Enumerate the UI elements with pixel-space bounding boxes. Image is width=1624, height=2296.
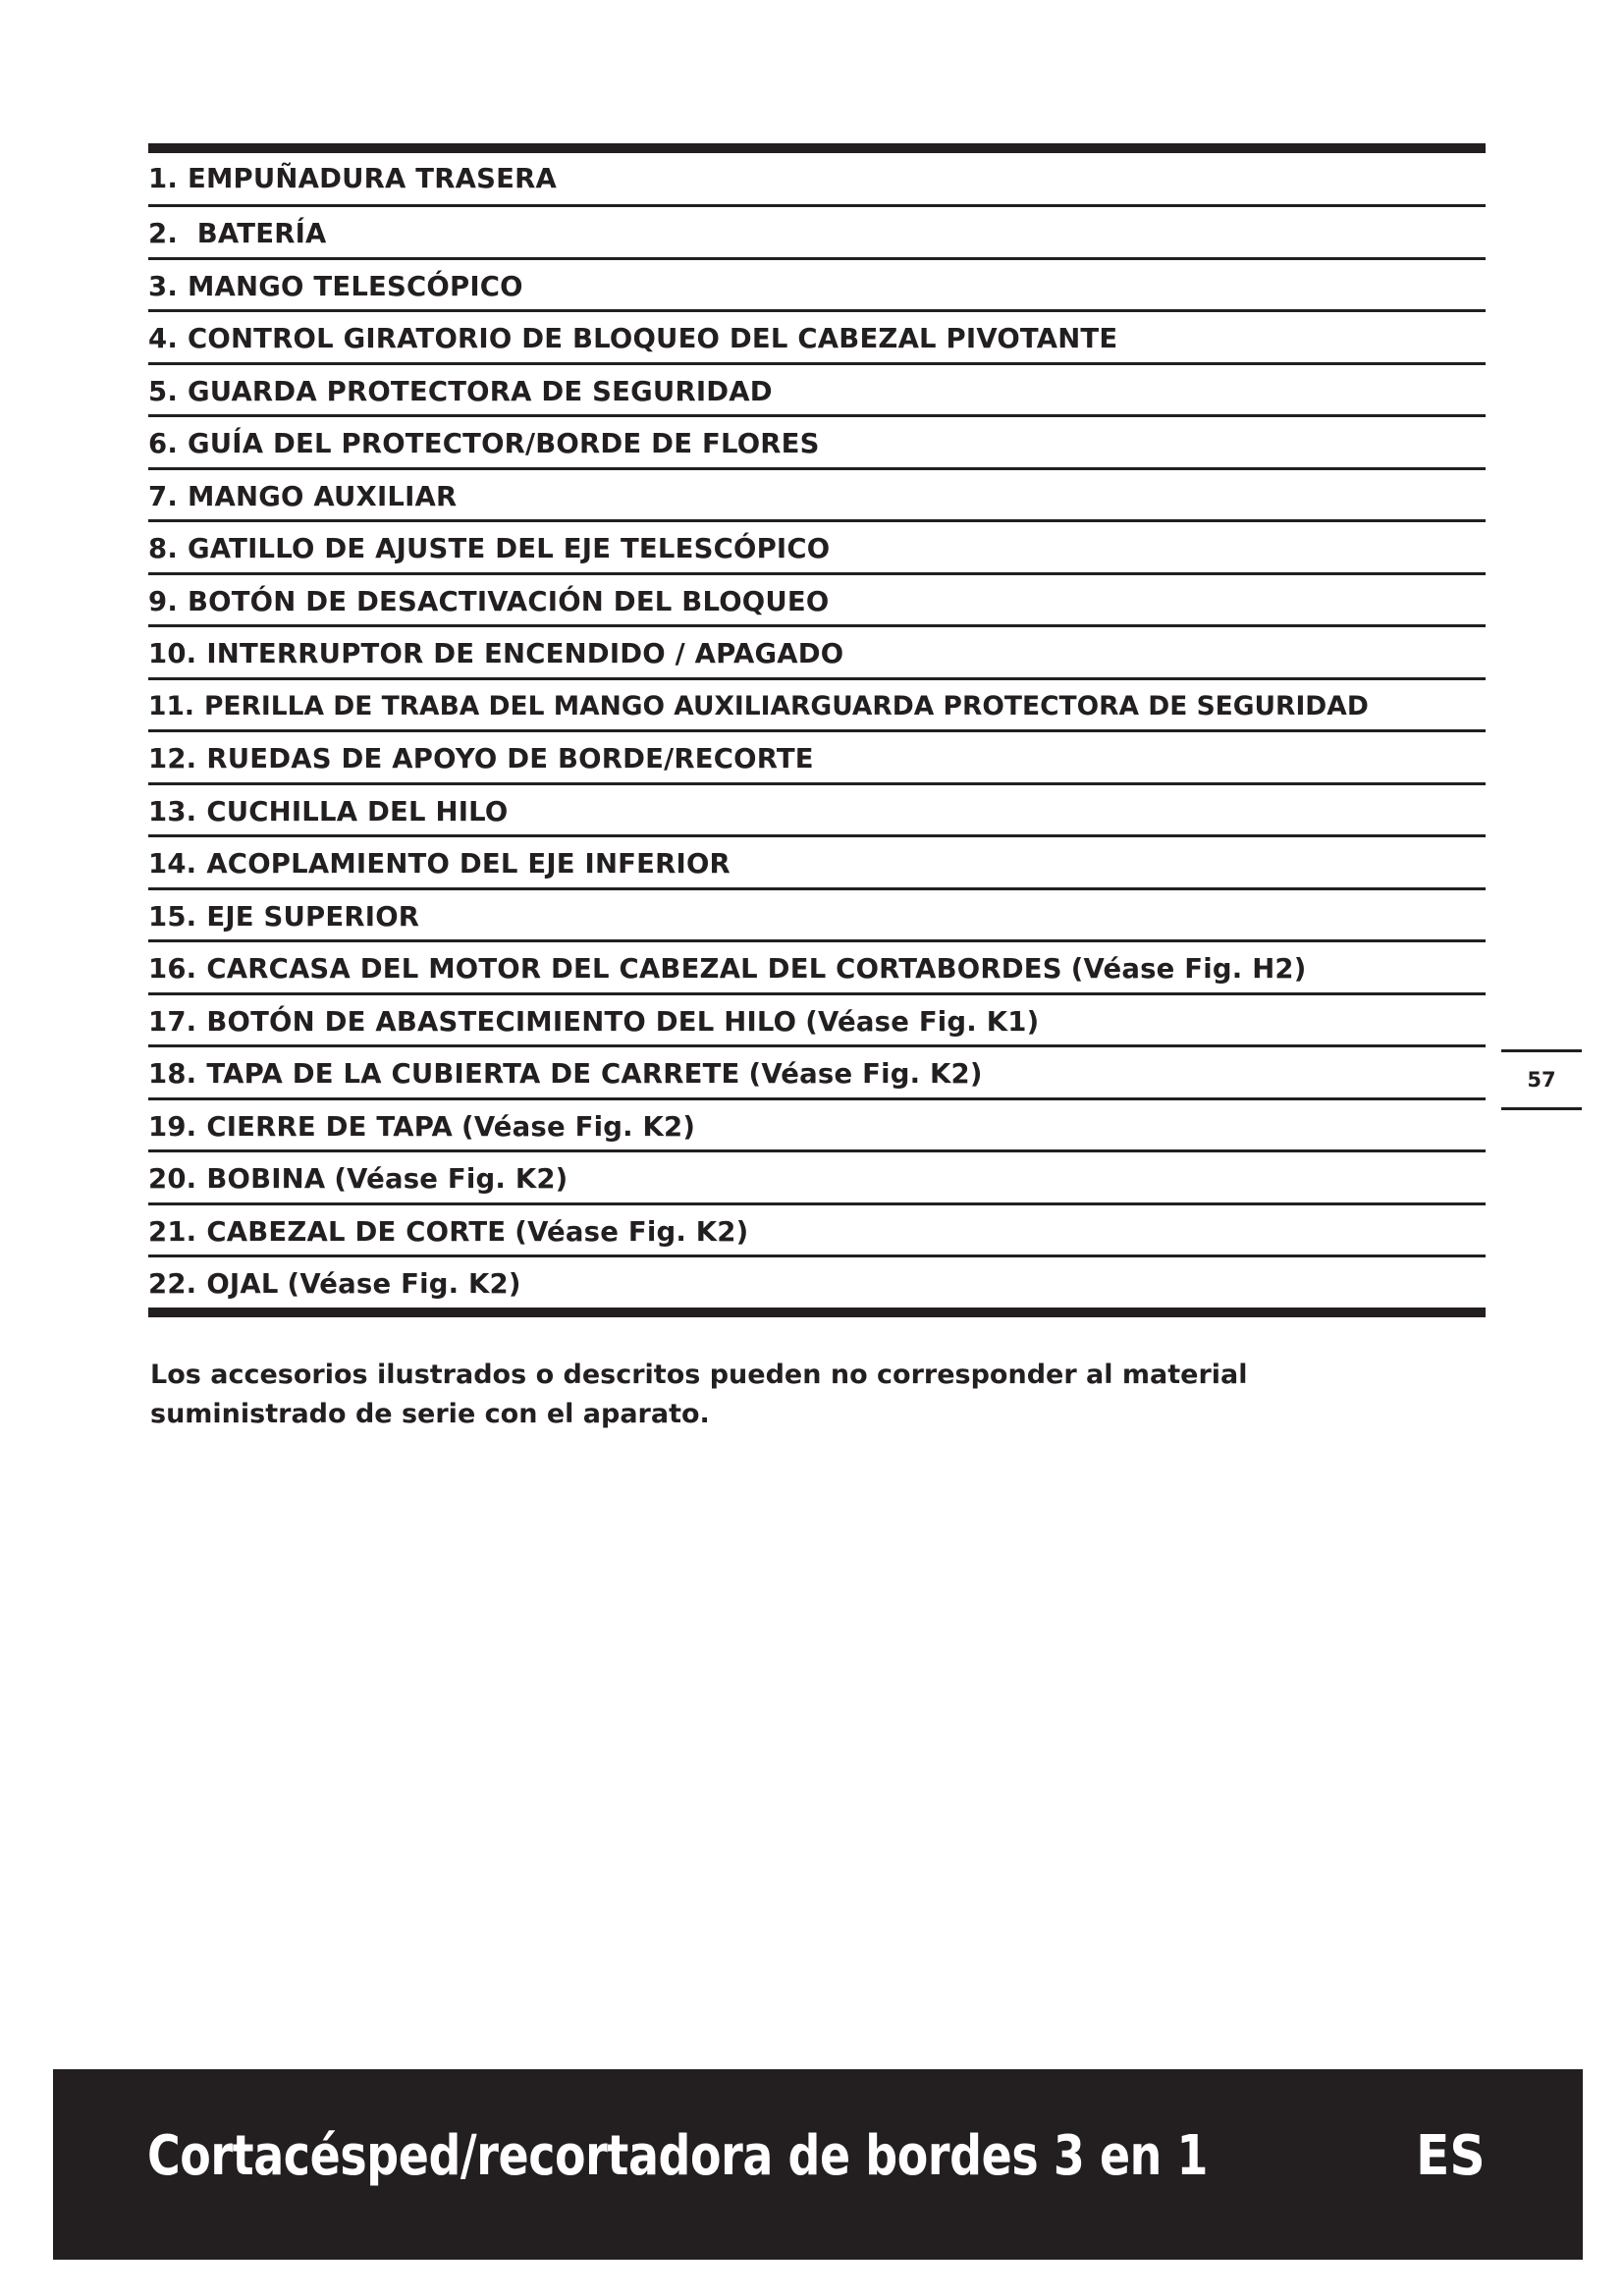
list-item <box>148 887 1486 940</box>
figure-reference: (Véase Fig. K2) <box>748 1058 983 1091</box>
list-item <box>148 992 1486 1045</box>
item-number: 6. <box>148 428 178 460</box>
item-number: 2. <box>148 218 178 250</box>
parts-list <box>148 143 1486 1317</box>
item-label: GUÍA DEL PROTECTOR/BORDE DE FLORES <box>187 428 820 460</box>
list-item <box>148 677 1486 730</box>
list-item <box>148 624 1486 677</box>
figure-reference: (Véase Fig. K2) <box>514 1215 749 1248</box>
item-label: GATILLO DE AJUSTE DEL EJE TELESCÓPICO <box>187 533 831 565</box>
item-label: EMPUÑADURA TRASERA <box>187 163 557 194</box>
product-title: Cortacésped/recortadora de bordes 3 en 1 <box>147 2124 1209 2188</box>
item-label: BOBINA <box>206 1163 326 1196</box>
item-label: PERILLA DE TRABA DEL MANGO AUXILIARGUARDA PROTECTORA DE SEGURIDAD <box>203 691 1369 722</box>
footer-band <box>53 2069 1583 2260</box>
item-label: CUCHILLA DEL HILO <box>206 795 509 828</box>
list-item <box>148 257 1486 310</box>
item-label: CONTROL GIRATORIO DE BLOQUEO DEL CABEZAL PIVOTANTE <box>187 323 1118 355</box>
item-number: 21. <box>148 1215 197 1248</box>
item-number: 1. <box>148 163 178 194</box>
item-number: 10. <box>148 638 197 670</box>
item-number: 22. <box>148 1268 197 1301</box>
item-number: 15. <box>148 900 197 933</box>
item-label: EJE SUPERIOR <box>206 900 420 933</box>
list-item <box>148 729 1486 782</box>
language-code: ES <box>1416 2124 1486 2188</box>
note-line-2: suministrado de serie con el aparato. <box>150 1399 710 1429</box>
figure-reference: (Véase Fig. H2) <box>1070 953 1307 986</box>
list-item <box>148 204 1486 257</box>
item-number: 3. <box>148 270 178 302</box>
item-label: MANGO TELESCÓPICO <box>187 270 523 302</box>
list-item <box>148 1044 1486 1097</box>
item-label: OJAL <box>206 1268 279 1301</box>
item-label: CIERRE DE TAPA <box>206 1110 454 1143</box>
list-item <box>148 572 1486 625</box>
item-label: ACOPLAMIENTO DEL EJE INFERIOR <box>206 848 731 881</box>
item-number: 16. <box>148 953 197 986</box>
list-item <box>148 939 1486 992</box>
list-item <box>148 1202 1486 1255</box>
item-label: RUEDAS DE APOYO DE BORDE/RECORTE <box>206 743 814 775</box>
item-label: BOTÓN DE ABASTECIMIENTO DEL HILO <box>206 1005 797 1038</box>
item-number: 13. <box>148 795 197 828</box>
figure-reference: (Véase Fig. K1) <box>805 1005 1040 1038</box>
item-number: 14. <box>148 848 197 881</box>
page-number: 57 <box>1501 1049 1582 1110</box>
item-number: 20. <box>148 1163 197 1196</box>
list-item <box>148 519 1486 572</box>
accessories-note <box>150 1356 1378 1434</box>
item-label: CABEZAL DE CORTE <box>206 1215 507 1248</box>
item-number: 17. <box>148 1005 197 1038</box>
figure-reference: (Véase Fig. K2) <box>461 1110 696 1143</box>
item-label: BATERÍA <box>187 218 327 250</box>
list-item <box>148 1255 1486 1308</box>
item-number: 11. <box>148 691 194 722</box>
list-item <box>148 414 1486 467</box>
list-item <box>148 309 1486 362</box>
list-item <box>148 467 1486 520</box>
item-label: BOTÓN DE DESACTIVACIÓN DEL BLOQUEO <box>187 585 830 617</box>
list-item <box>148 782 1486 835</box>
note-line-1: Los accesorios ilustrados o descritos pueden no corresponder al material <box>150 1360 1248 1390</box>
figure-reference: (Véase Fig. K2) <box>334 1163 568 1196</box>
item-number: 7. <box>148 480 178 512</box>
item-number: 12. <box>148 743 197 775</box>
list-item <box>148 1097 1486 1150</box>
item-label: MANGO AUXILIAR <box>187 480 458 512</box>
item-number: 8. <box>148 533 178 565</box>
item-number: 5. <box>148 375 178 407</box>
list-item <box>148 834 1486 887</box>
item-number: 9. <box>148 585 178 617</box>
list-item <box>148 153 1486 204</box>
list-item <box>148 362 1486 415</box>
list-item <box>148 1149 1486 1202</box>
item-number: 4. <box>148 323 178 355</box>
item-label: TAPA DE LA CUBIERTA DE CARRETE <box>206 1058 740 1091</box>
item-label: CARCASA DEL MOTOR DEL CABEZAL DEL CORTABORDES <box>206 953 1062 986</box>
figure-reference: (Véase Fig. K2) <box>287 1268 521 1301</box>
item-label: GUARDA PROTECTORA DE SEGURIDAD <box>187 375 773 407</box>
item-number: 19. <box>148 1110 197 1143</box>
item-label: INTERRUPTOR DE ENCENDIDO / APAGADO <box>206 638 844 670</box>
item-number: 18. <box>148 1058 197 1091</box>
